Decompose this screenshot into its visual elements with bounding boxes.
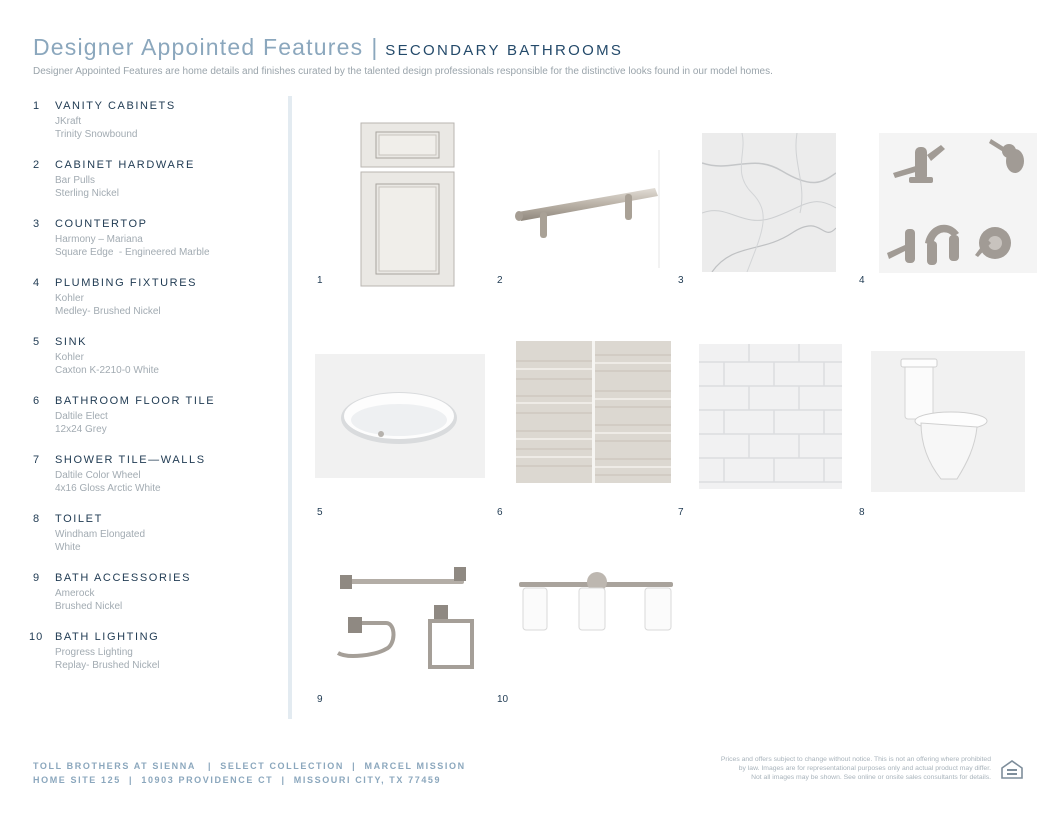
tile-number: 10 — [497, 694, 509, 705]
feature-number: 1 — [33, 100, 41, 112]
feature-name: BATH ACCESSORIES — [55, 572, 192, 584]
feature-brand: Windham Elongated — [55, 529, 146, 540]
feature-brand: Daltile Color Wheel — [55, 470, 141, 481]
feature-brand: JKraft — [55, 116, 82, 127]
legal-line: Not all images may be shown. See online or onsite sales consultants for details. — [751, 774, 991, 781]
equal-housing-icon — [1000, 758, 1024, 782]
tile-number: 7 — [678, 507, 684, 518]
sink-image — [315, 354, 485, 478]
feature-detail: Sterling Nickel — [55, 188, 119, 199]
feature-item — [33, 395, 283, 454]
feature-detail: Brushed Nickel — [55, 601, 123, 612]
tile-number: 8 — [859, 507, 865, 518]
tile-number: 2 — [497, 275, 503, 286]
legal-disclaimer — [661, 755, 991, 782]
floor-tile-image — [516, 341, 671, 483]
feature-item — [29, 631, 283, 690]
feature-number: 2 — [33, 159, 41, 171]
feature-brand: Kohler — [55, 352, 84, 363]
feature-name: BATHROOM FLOOR TILE — [55, 395, 216, 407]
feature-detail: Square Edge - Engineered Marble — [55, 247, 210, 258]
countertop-image — [702, 133, 836, 272]
feature-brand: Daltile Elect — [55, 411, 108, 422]
plumbing-fixtures-image — [879, 133, 1037, 273]
feature-item — [33, 277, 283, 336]
tile-number: 6 — [497, 507, 503, 518]
shower-tile-image — [699, 344, 842, 489]
tile-number: 3 — [678, 275, 684, 286]
legal-line: Prices and offers subject to change without notice. This is not an offering where prohibited — [720, 756, 991, 763]
feature-name: SHOWER TILE—WALLS — [55, 454, 206, 466]
feature-number: 7 — [33, 454, 41, 466]
title-row — [33, 34, 623, 61]
feature-detail: 4x16 Gloss Arctic White — [55, 483, 161, 494]
feature-name: TOILET — [55, 513, 103, 525]
feature-detail: White — [55, 542, 81, 553]
feature-number: 9 — [33, 572, 41, 584]
feature-detail: Medley- Brushed Nickel — [55, 306, 161, 317]
feature-list — [29, 100, 283, 690]
footer-line-community: TOLL BROTHERS AT SIENNA | SELECT COLLECTION | MARCEL MISSION — [33, 761, 466, 771]
feature-item — [33, 218, 283, 277]
feature-detail: Trinity Snowbound — [55, 129, 138, 140]
footer-line-homesite: HOME SITE 125 | 10903 PROVIDENCE CT | MISSOURI CITY, TX 77459 — [33, 775, 442, 785]
feature-number: 5 — [33, 336, 41, 348]
divider-bar — [288, 96, 292, 719]
tile-number: 5 — [317, 507, 323, 518]
feature-item — [33, 513, 283, 572]
feature-brand: Bar Pulls — [55, 175, 96, 186]
feature-brand: Harmony – Mariana — [55, 234, 143, 245]
title-separator: | — [371, 34, 378, 60]
feature-brand: Amerock — [55, 588, 95, 599]
feature-number: 10 — [29, 631, 44, 643]
feature-detail: Replay- Brushed Nickel — [55, 660, 160, 671]
feature-brand: Kohler — [55, 293, 84, 304]
feature-name: BATH LIGHTING — [55, 631, 160, 643]
bar-pull-image — [512, 150, 662, 268]
feature-detail: Caxton K-2210-0 White — [55, 365, 159, 376]
feature-item — [33, 159, 283, 218]
intro-text: Designer Appointed Features are home details and finishes curated by the talented design professionals responsible for the distinctive looks found in our model homes. — [33, 66, 773, 77]
header — [33, 34, 623, 61]
feature-detail: 12x24 Grey — [55, 424, 107, 435]
toilet-image — [871, 351, 1025, 492]
feature-name: VANITY CABINETS — [55, 100, 176, 112]
page-subtitle: SECONDARY BATHROOMS — [385, 42, 624, 59]
feature-item — [33, 572, 283, 631]
tile-number: 9 — [317, 694, 323, 705]
tile-number: 1 — [317, 275, 323, 286]
tile-number: 4 — [859, 275, 865, 286]
page-title: Designer Appointed Features — [33, 34, 364, 60]
feature-name: COUNTERTOP — [55, 218, 148, 230]
feature-number: 4 — [33, 277, 41, 289]
footer-address — [33, 759, 466, 787]
feature-name: PLUMBING FIXTURES — [55, 277, 198, 289]
feature-name: SINK — [55, 336, 88, 348]
feature-item — [33, 336, 283, 395]
feature-number: 3 — [33, 218, 41, 230]
feature-item — [33, 100, 283, 159]
bath-accessories-image — [334, 565, 480, 673]
legal-line: by law. Images are for representational purposes only and actual product may differ. — [738, 765, 991, 772]
feature-item — [33, 454, 283, 513]
feature-number: 8 — [33, 513, 41, 525]
feature-name: CABINET HARDWARE — [55, 159, 195, 171]
bath-lighting-image — [517, 570, 675, 636]
feature-number: 6 — [33, 395, 41, 407]
vanity-cabinet-image — [360, 122, 456, 288]
feature-brand: Progress Lighting — [55, 647, 133, 658]
